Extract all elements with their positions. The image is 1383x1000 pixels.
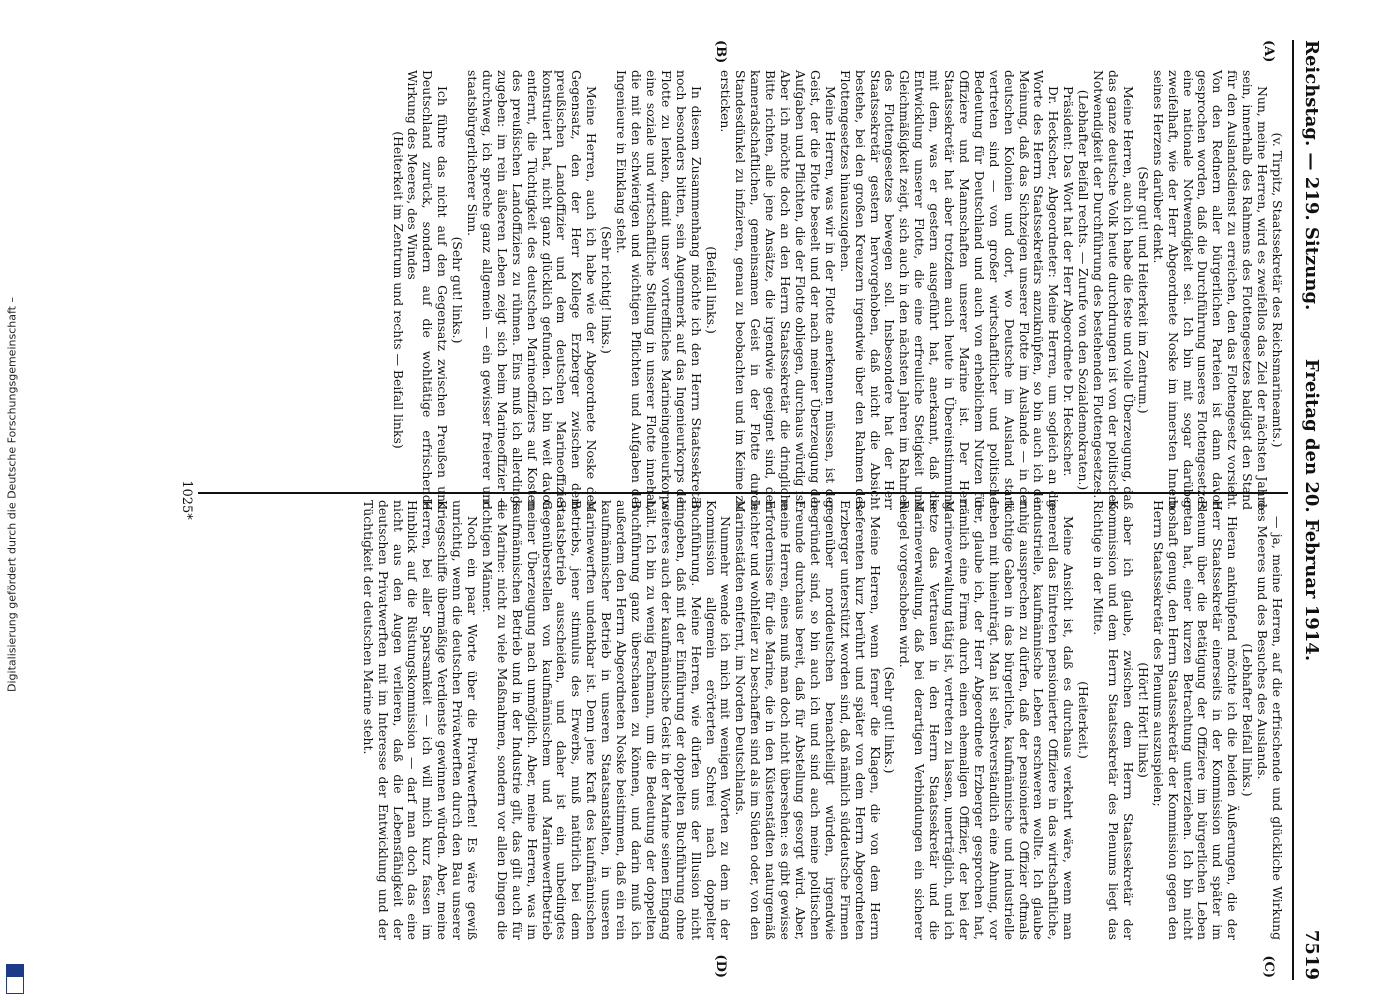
page-number: 7519 (1301, 929, 1322, 980)
paragraph: Meine Herren, wenn ferner die Klagen, die von dem Herrn Referenten kurz berührt und später von dem Herrn Abgeordneten Erzberger unterstützt worden sind, daß nämlich süddeutsche Firmen gegenüber norddeutschen benachteiligt würden, irgendwie begründet sind, so bin auch ich und sind auch meine politischen Freunde durchaus bereit, daß für Abstellung gesorgt wird. Aber, meine Herren, eines muß man doch nicht übersehen: es gibt gewisse Erfordernisse für die Marine, die in den Küstenstädten naturgemäß leichter und wohlfeiler zu beschaffen sind als im Süden oder, von den Marinestädten entfernt, im Norden Deutschlands. (733, 500, 883, 940)
paragraph: (Beifall links.) (703, 246, 719, 334)
paragraph: Meine Herren, was wir in der Flotte anerkennen müssen, ist der Geist, der die Flotte beseelt und der nach meiner Überzeugung der Aufgaben und Pflichten, die der Flotte obliegen, durchaus würdig ist. Aber ich möchte doch an den Herrn Staatssekretär die dringliche Bitte richten, alle jene Ansätze, die irgendwie geeignet sind, den kameradschaftlichen, gemeinsamen Geist in der Flotte durch Standesdünkel zu infizieren, genau zu beobachten und im Keime zu ersticken. (718, 70, 838, 510)
paragraph: (Hört! Hört! links) (1135, 662, 1151, 778)
paragraph: Hieran anknüpfend möchte ich die beiden Äußerungen, die der Herr Staatssekretär einerseits in der Kommission und später im Plenum über die Betätigung der Offiziere im bürgerlichen Leben getan hat, einer kurzen Betrachtung unterziehen. Ich bin nicht boshaft genug, den Herrn Staatssekretär der Kommission gegen den Herrn Staatssekretär des Plenums auszuspielen; (1150, 500, 1241, 940)
paragraph: (Heiterkeit.) (1076, 681, 1092, 759)
paragraph: Ich führe das nicht auf den Gegensatz zwischen Preußen und Deutschland zurück, sondern auf die wohltätige erfrischende Wirkung des Meeres, des Windes (405, 70, 451, 510)
paragraph: Dr. Heckscher, Abgeordneter: Meine Herren, um sogleich an die Worte des Herrn Staatssekretärs anzuknüpfen, so bin auch ich der Meinung, daß das Sichzeigen unserer Flotte im Auslande — in den deutschen Kolonien und dort, wo Deutsche im Ausland stark vertreten sind — von großer wirtschaftlicher und politischer Bedeutung für Deutschland und auch von erheblichem Nutzen für Offiziere und Mannschaften unserer Marine ist. Der Herr Staatssekretär hat aber trotzdem auch heute in Übereinstimmung mit dem, was er gestern ausgeführt hat, anerkannt, daß die Entwicklung unserer Flotte, die eine erfreuliche Stetigkeit und Gleichmäßigkeit zeigt, sich auch in den nächsten Jahren im Rahmen des Flottengesetzes bewegen soll. Insbesondere hat der Herr Staatssekretär gestern hervorgehoben, daß nicht die Absicht bestehe, bei den großen Kreuzern irgendwie über den Rahmen des Flottengesetzes hinauszugehen. (837, 70, 1062, 510)
paragraph: Meine Herren, auch ich habe wie der Abgeordnete Noske den Gegensatz, den der Herr Kollege Erzberger zwischen dem preußischen Landoffizier und dem deutschen Marineoffizier konstruiert hat, nicht ganz glücklich gefunden. Ich bin weit davon entfernt, die Tüchtigkeit des deutschen Marineoffiziers auf Kosten des preußischen Landoffiziers zu rühmen. Eins muß ich allerdings zugeben: im rein äußeren Leben zeigt sich beim Marineoffizier — durchweg, ich spreche ganz allgemein — ein gewisser freierer und staatsbürgerlicherer Sinn. (465, 70, 600, 510)
paragraph: (Sehr gut! links.) (450, 236, 466, 344)
header-center: Freitag den 20. Februar 1914. (1301, 358, 1322, 662)
marker-d: (D) (713, 954, 728, 978)
marker-a: (A) (1261, 40, 1276, 63)
page-footer: 1025* (179, 480, 194, 520)
paragraph: Nunmehr wende ich mich mit wenigen Worten zu dem in der Kommission allgemein erörterten Schrei nach doppelter Buchführung. Meine Herren, wie dürfen uns der Illusion nicht hingeben, daß mit der Einführung der doppelten Buchführung ohne weiteres auch der kaufmännische Geist in der Marine seinen Eingang hält. Ich bin zu wenig Fachmann, um die Bedeutung der doppelten Buchführung ganz überschauen zu können, und darin muß ich außerdem den Herrn Abgeordneten Noske beistimmen, daß ein rein kaufmännischer Betrieb in unseren Staatsanstalten, in unseren Marinewerften undenkbar ist. Denn jene Kraft des kaufmännischen Betriebs, jener stimulus des Erwerbs, muß natürlich bei dem Staatsbetrieb ausscheiden, und daher ist ein unbedingtes Gegenüberstellen von kaufmännischem und Marinewerftbetrieb meiner Überzeugung nach unmöglich. Aber, meine Herren, was im kaufmännischen Betrieb und in der Industrie gilt, das gilt auch für die Marine: nicht zu viele Maßnahmen, sondern vor allen Dingen die richtigen Männer. (479, 500, 734, 940)
paragraph: Meine Ansicht ist, daß es durchaus verkehrt wäre, wenn man generell das Eintreten pensionierter Offiziere in das wirtschaftliche, industrielle, kaufmännische Leben erschweren wollte. Ich glaube ruhig aussprechen zu dürfen, daß der pensionierte Offizier oftmals tüchtige Gaben in das bürgerliche, kaufmännische und industrielle Leben mit hineinträgt. Man ist selbstverständlich eine Ahnung, vor der, glaube ich, der Herr Abgeordnete Erzberger gesprochen hat, nämlich eine Firma durch einen ehemaligen Offizier, der bei der Marineverwaltung tätig ist, vertreten zu lassen, unerträglich, und ich setze das Vertrauen in den Herrn Staatssekretär und die Marineverwaltung, daß bei derartigen Verbindungen ein sicherer Riegel vorgeschoben wird. (897, 500, 1077, 940)
digitization-caption: Digitalisierung gefördert durch die Deutsche Forschungsgemeinschaft – (5, 297, 19, 692)
header-rule (1292, 40, 1294, 980)
marker-c: (C) (1261, 955, 1276, 978)
paragraph: Präsident: Das Wort hat der Herr Abgeordnete Dr. Heckscher. (1061, 86, 1077, 477)
paragraph: Meine Herren, auch ich habe die feste und volle Überzeugung, daß das ganze deutsche Volk heute durchdrungen ist von der politischen Notwendigkeit der Durchführung des bestehenden Flottengesetzes. (1091, 70, 1136, 510)
paragraph: (Sehr gut! links.) (882, 666, 898, 774)
paragraph: (Heiterkeit im Zentrum und rechts — Beifall links) (390, 131, 406, 449)
paragraph: (v. Tirpitz, Staatssekretär des Reichsmarineamts.) (1270, 132, 1285, 448)
dfg-logo-icon (6, 964, 24, 994)
paragraph: Noch ein paar Worte über die Privatwerften! Es wäre gewiß unrichtig, wenn die deutschen Privatwerften durch den Bau unserer Kriegsschiffe übermäßige Verdienste gewinnen würden. Aber, meine Herren, bei aller Sparsamkeit — ich will mich kurz fassen im Hinblick auf die Rüstungskommission — darf man doch das eine nicht aus den Augen verlieren, daß die Lebensfähigkeit der deutschen Privatwerften mit im Interesse der Entwicklung und der Tüchtigkeit der deutschen Marine steht. (360, 500, 481, 940)
paragraph: (Sehr richtig! links.) (599, 226, 615, 354)
paragraph: In diesem Zusammenhang möchte ich den Herrn Staatssekretär noch besonders bitten, sein Augenmerk auf das Ingenieurkorps der Flotte zu lenken, damit unser vortreffliches Marineingenieurkorps eine soziale und wirtschaftliche Stellung in unserer Flotte innehat, die mit den schwierigen und wichtigen Pflichten und Aufgaben der Ingenieure in Einklang steht. (614, 70, 704, 510)
right-column (360, 500, 1284, 940)
header-left: Reichstag. — 219. Sitzung. (1301, 40, 1322, 311)
side-caption-strip (2, 0, 26, 1000)
marker-b: (B) (713, 40, 728, 64)
column-divider (198, 492, 1288, 494)
paragraph: Nun, meine Herren, wird es zweifellos das Ziel der nächsten Jahre sein, innerhalb des Rahmens des Flottengesetzes baldigst den Stand für den Auslandsdienst zu erreichen, den das Flottengesetz vorsieht. Von den Rednern aller bürgerlichen Parteien ist dann davon gesprochen worden, daß die Durchführung unseres Flottengesetzes eine nationale Notwendigkeit sei. Ich bin mit sogar darüber zweifelhaft, wie der Herr Abgeordnete Noske im innersten Innern seines Herzens darüber denkt. (1150, 70, 1271, 510)
paragraph: (Lebhafter Beifall rechts. — Zurufe von den Sozialdemokraten.) (1076, 89, 1092, 491)
left-column (390, 70, 1284, 510)
paragraph: — ja, meine Herren, auf die erfrischende und glückliche Wirkung des Meeres und des Besuches des Auslands. (1255, 500, 1285, 940)
paragraph: (Lebhafter Beifall links.) (1240, 643, 1256, 797)
paragraph: (Sehr gut! und Heiterkeit im Zentrum.) (1135, 166, 1151, 414)
page-header (1296, 40, 1322, 980)
paragraph: aber ich glaube, zwischen dem Herrn Staatssekretär der Kommission und dem Herrn Staatssekretär des Plenums liegt das Richtige in der Mitte. (1091, 500, 1136, 940)
document-page (28, 0, 1328, 1000)
